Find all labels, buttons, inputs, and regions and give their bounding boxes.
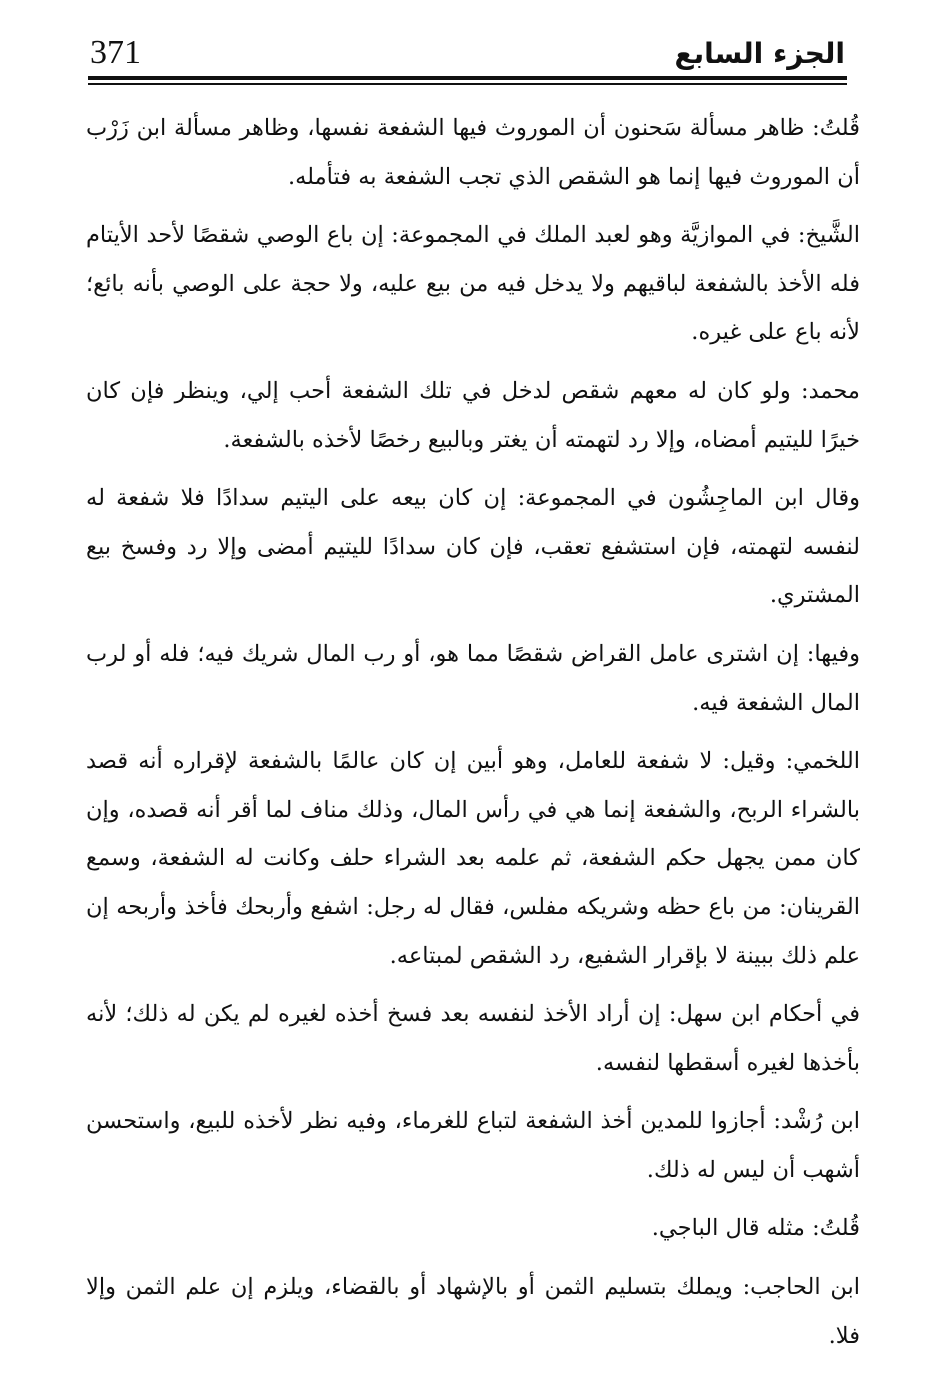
page-header [88,28,847,72]
paragraph: ابن رُشْد: أجازوا للمدين أخذ الشفعة لتباع للغرماء، وفيه نظر لأخذه للبيع، واستحسن أشهب أن ليس له ذلك. [86,1108,860,1183]
running-title: الجزء السابع [674,37,845,70]
paragraph: في أحكام ابن سهل: إن أراد الأخذ لنفسه بعد فسخ أخذه لغيره لم يكن له ذلك؛ لأنه بأخذها لغيره أسقطها لنفسه. [86,1001,860,1076]
paragraph: وفيها: إن اشترى عامل القراض شقصًا مما هو، أو رب المال شريك فيه؛ فله أو لرب المال الشفعة فيه. [86,640,860,716]
page-number: 371 [90,34,141,71]
header-rule-thin [88,83,847,85]
page-body [86,104,860,1370]
paragraph: الشَّيخ: في الموازيَّة وهو لعبد الملك في المجموعة: إن باع الوصي شقصًا لأحد الأيتام فله الأخذ بالشفعة لباقيهم ولا يدخل فيه من بيع عليه، ولا حجة على الوصي بأنه بائع؛ لأنه باع على غيره. [86,222,860,346]
paragraph: اللخمي: وقيل: لا شفعة للعامل، وهو أبين إن كان عالمًا بالشفعة لإقراره أنه قصد بالشراء الربح، والشفعة إنما هي في رأس المال، وذلك مناف لما أقر أنه قصده، وإن كان ممن يجهل حكم الشفعة، ثم علمه بعد الشراء حلف وكانت له الشفعة، وسمع القرينان: من باع حظه وشريكه مفلس، فقال له رجل: اشفع وأربحك فأخذ وأربحه إن علم ذلك ببينة لا بإقرار الشفيع، رد الشقص لمبتاعه. [86,748,860,969]
paragraph: قُلتُ: ظاهر مسألة سَحنون أن الموروث فيها الشفعة نفسها، وظاهر مسألة ابن زَرْب أن الموروث فيها إنما هو الشقص الذي تجب الشفعة به فتأمله. [86,115,860,190]
paragraph: وقال ابن الماجِشُون في المجموعة: إن كان بيعه على اليتيم سدادًا فلا شفعة له لنفسه لتهمته، فإن استشفع تعقب، فإن كان سدادًا لليتيم أمضى وإلا رد وفسخ بيع المشتري. [86,485,860,609]
paragraph: محمد: ولو كان له معهم شقص لدخل في تلك الشفعة أحب إلي، وينظر فإن كان خيرًا لليتيم أمضاه، وإلا رد لتهمته أن يغتر وبالبيع رخصًا لأخذه بالشفعة. [86,377,860,453]
paragraph: قُلتُ: مثله قال الباجي. [651,1215,860,1242]
header-rule-thick [88,76,847,80]
paragraph: ابن الحاجب: ويملك بتسليم الثمن أو بالإشهاد أو بالقضاء، ويلزم إن علم الثمن وإلا فلا. [86,1274,860,1349]
